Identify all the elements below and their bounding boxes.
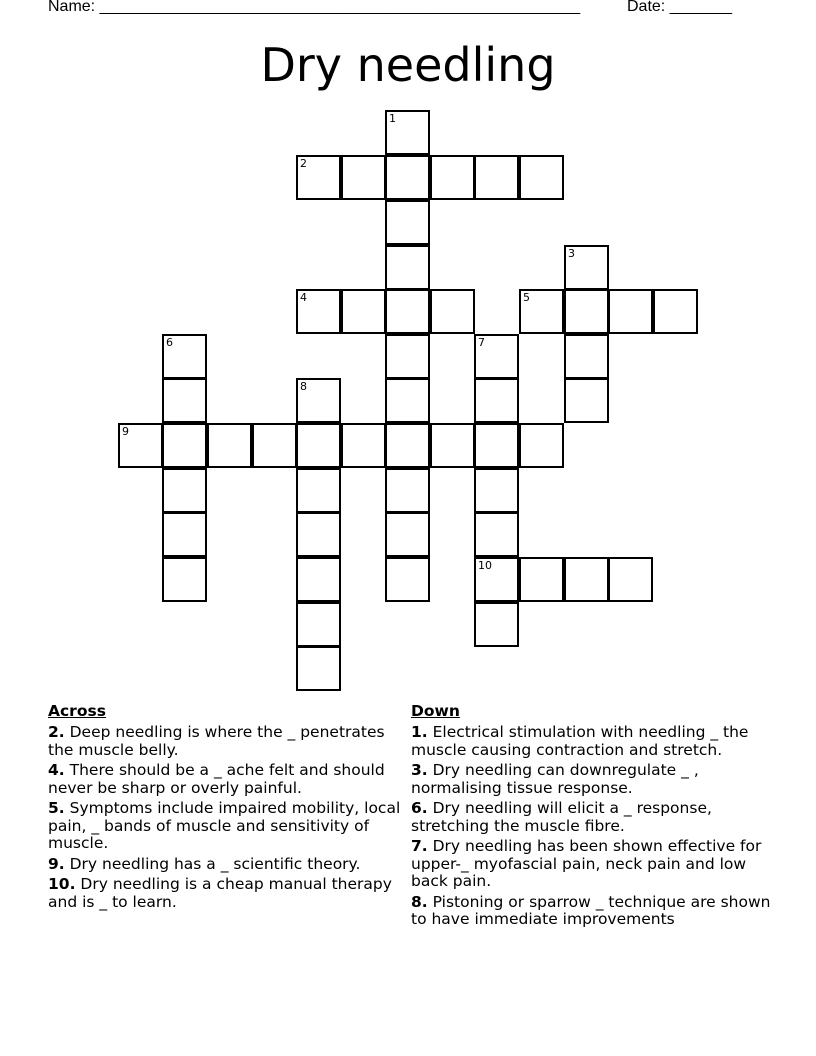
crossword-cell[interactable] [118,423,163,468]
clue-text: Dry needling will elicit a _ response, stretching the muscle fibre. [411,799,712,835]
crossword-cell[interactable] [296,468,341,513]
clue-text: Electrical stimulation with needling _ the muscle causing contraction and stretch. [411,723,749,759]
clue-label: 7. [411,837,428,855]
crossword-cell[interactable] [385,110,430,155]
crossword-cell[interactable] [519,289,564,334]
crossword-cell[interactable] [296,646,341,691]
crossword-cell[interactable] [296,423,341,468]
crossword-cell[interactable] [385,557,430,602]
crossword-cell[interactable] [385,155,430,200]
clue-label: 9. [48,854,65,873]
crossword-cell[interactable] [385,200,430,245]
clue-number: 8 [300,380,307,393]
clue-number: 4 [300,291,307,304]
clue-item [411,800,781,835]
crossword-cell[interactable] [474,334,519,379]
crossword-cell[interactable] [519,423,564,468]
clue-label: 8. [411,892,428,911]
crossword-cell[interactable] [564,245,609,290]
crossword-cell[interactable] [296,512,341,557]
clue-label: 6. [411,799,428,817]
crossword-cell[interactable] [162,423,207,468]
clue-label: 1. [411,723,428,741]
crossword-cell[interactable] [385,423,430,468]
crossword-cell[interactable] [162,512,207,557]
crossword-cell[interactable] [385,245,430,290]
crossword-cell[interactable] [474,557,519,602]
crossword-cell[interactable] [564,289,609,334]
clue-number: 5 [523,291,530,304]
clue-number: 10 [478,559,492,572]
clue-item [48,876,408,911]
across-clues [48,702,408,914]
crossword-cell[interactable] [296,289,341,334]
crossword-cell[interactable] [341,423,386,468]
crossword-cell[interactable] [162,334,207,379]
clue-item [411,838,781,891]
crossword-cell[interactable] [430,289,475,334]
clue-item [48,856,408,874]
clue-number: 6 [166,336,173,349]
clue-text: There should be a _ ache felt and should never be sharp or overly painful. [48,761,385,797]
clue-text: Dry needling has been shown effective for upper-_ myofascial pain, neck pain and low back pain. [411,837,762,890]
clue-text: Dry needling can downregulate _ , normalising tissue response. [411,761,699,797]
crossword-cell[interactable] [341,289,386,334]
crossword-cell[interactable] [162,557,207,602]
crossword-cell[interactable] [341,155,386,200]
crossword-cell[interactable] [519,155,564,200]
date-field[interactable]: Date: _______ [627,0,732,15]
clue-label: 4. [48,761,65,779]
crossword-cell[interactable] [474,512,519,557]
crossword-cell[interactable] [653,289,698,334]
crossword-cell[interactable] [474,423,519,468]
crossword-cell[interactable] [474,468,519,513]
clue-label: 3. [411,761,428,779]
clue-label: 10. [48,875,76,893]
crossword-cell[interactable] [430,155,475,200]
clue-text: Pistoning or sparrow _ technique are shown to have immediate improvements [411,892,771,928]
crossword-cell[interactable] [296,602,341,647]
crossword-cell[interactable] [564,378,609,423]
crossword-cell[interactable] [207,423,252,468]
crossword-cell[interactable] [296,557,341,602]
crossword-cell[interactable] [608,557,653,602]
clue-item [48,800,408,853]
clue-item [48,724,408,759]
clue-item [411,724,781,759]
clue-text: Symptoms include impaired mobility, local pain, _ bands of muscle and sensitivity of muscle. [48,799,401,852]
crossword-cell[interactable] [296,378,341,423]
clue-label: 5. [48,799,65,817]
clue-text: Deep needling is where the _ penetrates the muscle belly. [48,723,385,759]
clue-label: 2. [48,723,65,741]
crossword-cell[interactable] [564,334,609,379]
name-field[interactable]: Name: ______________________________________________________ [48,0,581,15]
clue-number: 7 [478,336,485,349]
clue-number: 1 [389,112,396,125]
down-clues [411,702,781,932]
crossword-cell[interactable] [430,423,475,468]
crossword-cell[interactable] [474,602,519,647]
crossword-cell[interactable] [474,155,519,200]
clue-number: 3 [568,247,575,260]
crossword-cell[interactable] [252,423,297,468]
crossword-cell[interactable] [564,557,609,602]
crossword-cell[interactable] [162,378,207,423]
down-heading: Down [411,702,460,720]
clue-item [48,762,408,797]
clue-item [411,762,781,797]
crossword-cell[interactable] [385,468,430,513]
clue-number: 9 [122,425,129,438]
crossword-cell[interactable] [519,557,564,602]
crossword-cell[interactable] [296,155,341,200]
crossword-cell[interactable] [385,289,430,334]
clue-number: 2 [300,157,307,170]
crossword-cell[interactable] [162,468,207,513]
crossword-cell[interactable] [385,378,430,423]
clue-item [411,894,781,929]
crossword-cell[interactable] [608,289,653,334]
clue-text: Dry needling is a cheap manual therapy and is _ to learn. [48,875,392,911]
crossword-cell[interactable] [474,378,519,423]
across-heading: Across [48,702,106,720]
page-title: Dry needling [260,38,556,92]
crossword-cell[interactable] [385,334,430,379]
clue-text: Dry needling has a _ scientific theory. [69,854,361,873]
crossword-cell[interactable] [385,512,430,557]
